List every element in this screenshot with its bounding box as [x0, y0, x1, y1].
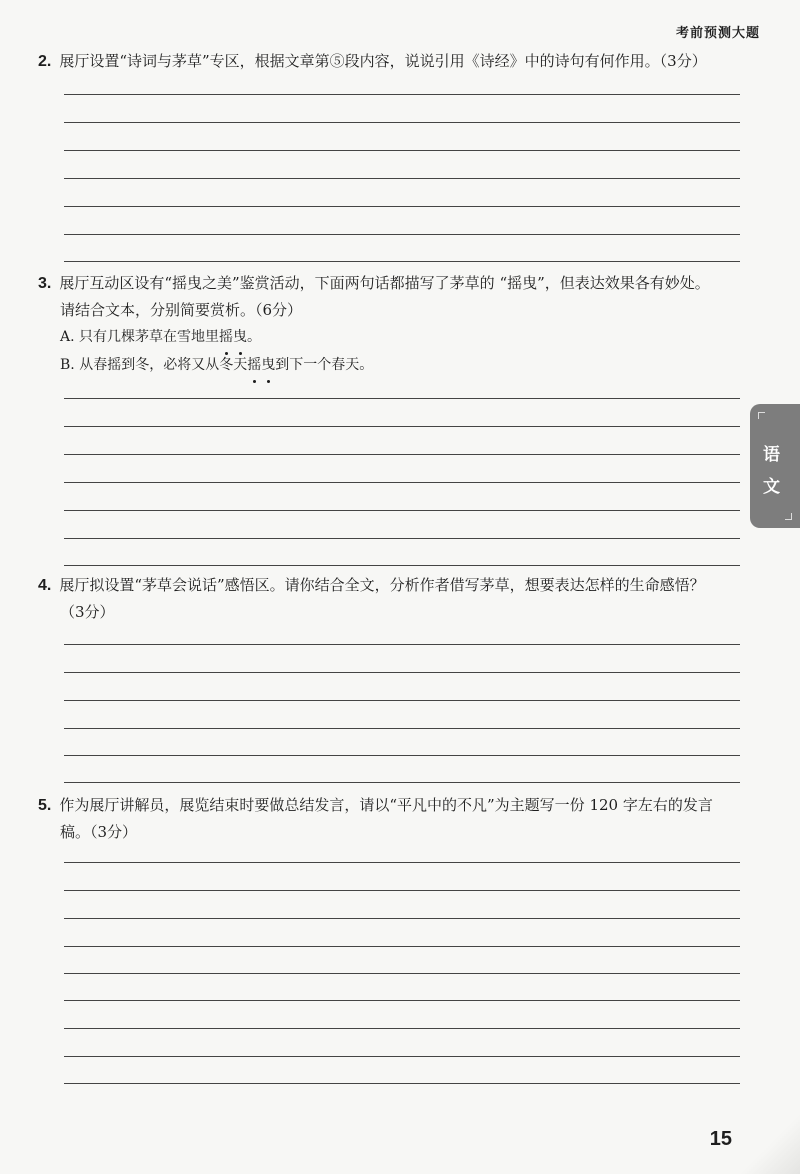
- answer-line[interactable]: [64, 261, 740, 262]
- answer-line[interactable]: [64, 482, 740, 483]
- question-3-text: [38, 270, 750, 297]
- answer-line[interactable]: [64, 234, 740, 235]
- answer-line[interactable]: [64, 700, 740, 701]
- answer-line[interactable]: [64, 782, 740, 783]
- page-corner-shadow: [740, 1114, 800, 1174]
- answer-line[interactable]: [64, 946, 740, 947]
- answer-line[interactable]: [64, 728, 740, 729]
- answer-line[interactable]: [64, 1028, 740, 1029]
- question-prompt: 展厅互动区设有“摇曳之美”鉴赏活动，下面两句话都描写了茅草的 “摇曳”，但表达效果各有妙处。: [59, 274, 710, 292]
- question-prompt-continued: （3分）: [60, 603, 115, 621]
- answer-line[interactable]: [64, 206, 740, 207]
- question-3: [38, 270, 750, 379]
- question-prompt-continued: 请结合文本，分别简要赏析。（6分）: [60, 301, 303, 319]
- question-prompt: 作为展厅讲解员，展览结束时要做总结发言，请以“平凡中的不凡”为主题写一份 120 字左右的发言: [59, 796, 713, 814]
- question-5-text: [38, 792, 750, 819]
- side-tab-char: 语: [763, 445, 780, 465]
- answer-line[interactable]: [64, 862, 740, 863]
- answer-line[interactable]: [64, 890, 740, 891]
- answer-line[interactable]: [64, 454, 740, 455]
- answer-line[interactable]: [64, 178, 740, 179]
- answer-line[interactable]: [64, 973, 740, 974]
- question-number: 3.: [38, 275, 52, 292]
- answer-line[interactable]: [64, 426, 740, 427]
- answer-line[interactable]: [64, 1056, 740, 1057]
- question-prompt: 展厅设置“诗词与茅草”专区，根据文章第⑤段内容，说说引用《诗经》中的诗句有何作用。（3分）: [59, 52, 707, 70]
- answer-line[interactable]: [64, 644, 740, 645]
- answer-line[interactable]: [64, 672, 740, 673]
- question-prompt-continued: 稿。（3分）: [60, 823, 138, 841]
- answer-line[interactable]: [64, 1000, 740, 1001]
- corner-bracket-icon: [758, 412, 765, 419]
- answer-line[interactable]: [64, 510, 740, 511]
- answer-line[interactable]: [64, 94, 740, 95]
- page-number: 15: [709, 1128, 732, 1150]
- question-2: [38, 48, 750, 75]
- question-4-text: [38, 572, 750, 599]
- option-a: A. 只有几棵茅草在雪地里摇曳。: [38, 323, 750, 351]
- question-4: [38, 572, 750, 625]
- answer-line[interactable]: [64, 565, 740, 566]
- side-tab-char: 文: [763, 477, 780, 497]
- question-number: 2.: [38, 53, 52, 70]
- question-number: 5.: [38, 797, 52, 814]
- subject-side-tab: [750, 404, 800, 528]
- answer-line[interactable]: [64, 1083, 740, 1084]
- answer-line[interactable]: [64, 918, 740, 919]
- answer-line[interactable]: [64, 755, 740, 756]
- answer-line[interactable]: [64, 150, 740, 151]
- answer-line[interactable]: [64, 122, 740, 123]
- question-5: [38, 792, 750, 845]
- option-b: B. 从春摇到冬，必将又从冬天摇曳到下一个春天。: [38, 351, 750, 379]
- header-title: 考前预测大题: [675, 26, 760, 41]
- answer-line[interactable]: [64, 538, 740, 539]
- question-2-text: [38, 48, 750, 75]
- question-prompt: 展厅拟设置“茅草会说话”感悟区。请你结合全文，分析作者借写茅草，想要表达怎样的生命感悟？: [59, 576, 705, 594]
- corner-bracket-icon: [785, 513, 792, 520]
- answer-line[interactable]: [64, 398, 740, 399]
- question-number: 4.: [38, 577, 52, 594]
